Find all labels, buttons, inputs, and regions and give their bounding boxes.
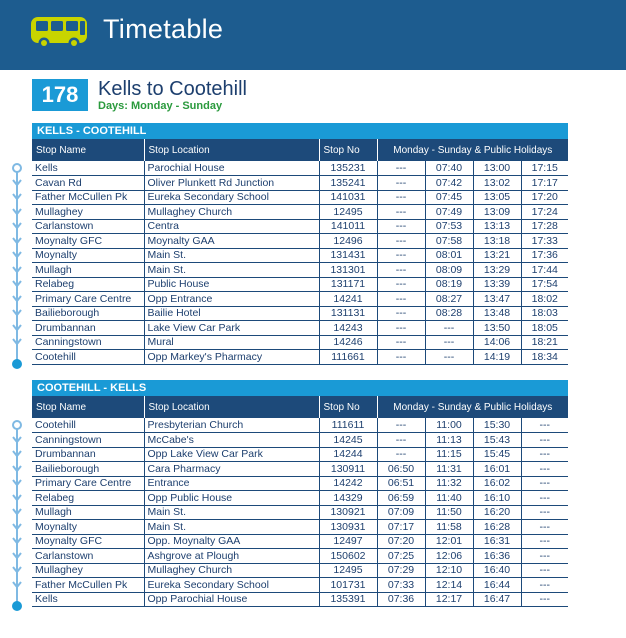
stop-location-cell: Main St. <box>144 263 319 278</box>
route-days: Days: Monday - Sunday <box>98 100 223 112</box>
timetable-table <box>32 396 568 607</box>
time-cell: 11:58 <box>425 520 473 535</box>
time-cell: 12:01 <box>425 534 473 549</box>
time-cell: 07:49 <box>425 205 473 220</box>
table-row <box>32 592 568 607</box>
route-end-dot-icon <box>12 359 22 369</box>
table-row <box>32 447 568 462</box>
time-cell: --- <box>425 321 473 336</box>
time-cell: 16:36 <box>473 549 521 564</box>
time-cell: --- <box>521 549 568 564</box>
time-cell: --- <box>377 335 425 350</box>
table-row <box>32 248 568 263</box>
time-cell: 07:40 <box>425 161 473 176</box>
chevron-down-icon <box>12 222 22 230</box>
stop-name-cell: Bailieborough <box>32 462 144 477</box>
table-row <box>32 418 568 433</box>
stop-name-cell: Father McCullen Pk <box>32 190 144 205</box>
time-cell: 07:09 <box>377 505 425 520</box>
time-cell: 16:40 <box>473 563 521 578</box>
time-cell: --- <box>377 263 425 278</box>
time-cell: 12:10 <box>425 563 473 578</box>
time-cell: 08:09 <box>425 263 473 278</box>
stop-no-cell: 131301 <box>319 263 377 278</box>
table-row <box>32 491 568 506</box>
time-cell: 13:21 <box>473 248 521 263</box>
table-row <box>32 234 568 249</box>
chevron-down-icon <box>12 450 22 458</box>
chevron-down-icon <box>12 266 22 274</box>
time-cell: 08:27 <box>425 292 473 307</box>
table-header-row <box>32 139 568 161</box>
table-row <box>32 534 568 549</box>
stop-name-cell: Carlanstown <box>32 549 144 564</box>
time-cell: 07:33 <box>377 578 425 593</box>
time-cell: --- <box>377 418 425 433</box>
time-cell: --- <box>377 176 425 191</box>
col-hours: Monday - Sunday & Public Holidays <box>377 139 568 161</box>
time-cell: --- <box>521 592 568 607</box>
time-cell: 17:28 <box>521 219 568 234</box>
time-cell: 12:17 <box>425 592 473 607</box>
stop-no-cell: 130911 <box>319 462 377 477</box>
time-cell: 17:44 <box>521 263 568 278</box>
time-cell: 18:34 <box>521 350 568 365</box>
table-row <box>32 476 568 491</box>
time-cell: 17:36 <box>521 248 568 263</box>
time-cell: 13:00 <box>473 161 521 176</box>
stop-no-cell: 12497 <box>319 534 377 549</box>
time-cell: --- <box>377 350 425 365</box>
time-cell: --- <box>521 447 568 462</box>
time-cell: 15:30 <box>473 418 521 433</box>
time-cell: 17:17 <box>521 176 568 191</box>
stop-name-cell: Mullaghey <box>32 563 144 578</box>
stop-no-cell: 111611 <box>319 418 377 433</box>
time-cell: 07:17 <box>377 520 425 535</box>
time-cell: 13:13 <box>473 219 521 234</box>
time-cell: 07:36 <box>377 592 425 607</box>
stop-location-cell: Parochial House <box>144 161 319 176</box>
time-cell: 14:19 <box>473 350 521 365</box>
route-line-indicator <box>12 418 22 607</box>
time-cell: --- <box>377 190 425 205</box>
chevron-down-icon <box>12 251 22 259</box>
col-stop-no: Stop No <box>319 396 377 418</box>
stop-name-cell: Drumbannan <box>32 447 144 462</box>
chevron-down-icon <box>12 581 22 589</box>
time-cell: 13:09 <box>473 205 521 220</box>
route-end-dot-icon <box>12 601 22 611</box>
time-cell: --- <box>377 292 425 307</box>
stop-no-cell: 14245 <box>319 433 377 448</box>
section-kells-cootehill <box>32 123 568 365</box>
time-cell: 16:20 <box>473 505 521 520</box>
chevron-down-icon <box>12 208 22 216</box>
time-cell: --- <box>521 505 568 520</box>
stop-name-cell: Mullagh <box>32 263 144 278</box>
time-cell: 13:18 <box>473 234 521 249</box>
table-row <box>32 321 568 336</box>
time-cell: 18:21 <box>521 335 568 350</box>
table-row <box>32 433 568 448</box>
chevron-down-icon <box>12 324 22 332</box>
time-cell: 17:15 <box>521 161 568 176</box>
stop-no-cell: 14244 <box>319 447 377 462</box>
stop-name-cell: Father McCullen Pk <box>32 578 144 593</box>
time-cell: --- <box>377 219 425 234</box>
time-cell: --- <box>521 563 568 578</box>
stop-no-cell: 111661 <box>319 350 377 365</box>
time-cell: 16:31 <box>473 534 521 549</box>
page-title: Timetable <box>103 14 224 44</box>
stop-name-cell: Cootehill <box>32 418 144 433</box>
stop-name-cell: Relabeg <box>32 491 144 506</box>
table-body <box>32 418 568 607</box>
stop-name-cell: Mullagh <box>32 505 144 520</box>
time-cell: --- <box>377 277 425 292</box>
stop-no-cell: 141031 <box>319 190 377 205</box>
stop-no-cell: 12495 <box>319 205 377 220</box>
time-cell: 11:32 <box>425 476 473 491</box>
timetable-table <box>32 139 568 365</box>
chevron-down-icon <box>12 508 22 516</box>
table-row <box>32 219 568 234</box>
time-cell: 07:20 <box>377 534 425 549</box>
col-hours: Monday - Sunday & Public Holidays <box>377 396 568 418</box>
time-cell: 13:02 <box>473 176 521 191</box>
time-cell: --- <box>521 433 568 448</box>
time-cell: 13:39 <box>473 277 521 292</box>
time-cell: 16:44 <box>473 578 521 593</box>
stop-no-cell: 135231 <box>319 161 377 176</box>
time-cell: 07:53 <box>425 219 473 234</box>
chevron-down-icon <box>12 537 22 545</box>
chevron-down-icon <box>12 494 22 502</box>
stop-name-cell: Mullaghey <box>32 205 144 220</box>
stop-name-cell: Drumbannan <box>32 321 144 336</box>
stop-no-cell: 12496 <box>319 234 377 249</box>
chevron-down-icon <box>12 566 22 574</box>
table-body <box>32 161 568 364</box>
time-cell: 16:47 <box>473 592 521 607</box>
stop-name-cell: Cootehill <box>32 350 144 365</box>
table-row <box>32 277 568 292</box>
time-cell: --- <box>521 534 568 549</box>
time-cell: 08:28 <box>425 306 473 321</box>
time-cell: --- <box>377 433 425 448</box>
table-row <box>32 205 568 220</box>
stop-no-cell: 12495 <box>319 563 377 578</box>
time-cell: 11:31 <box>425 462 473 477</box>
time-cell: 06:59 <box>377 491 425 506</box>
time-cell: --- <box>521 476 568 491</box>
stop-no-cell: 135391 <box>319 592 377 607</box>
stop-location-cell: Lake View Car Park <box>144 321 319 336</box>
stop-location-cell: Opp Lake View Car Park <box>144 447 319 462</box>
stop-location-cell: Centra <box>144 219 319 234</box>
time-cell: --- <box>377 321 425 336</box>
stop-location-cell: Main St. <box>144 505 319 520</box>
table-row <box>32 292 568 307</box>
stop-no-cell: 150602 <box>319 549 377 564</box>
time-cell: 06:51 <box>377 476 425 491</box>
time-cell: 18:05 <box>521 321 568 336</box>
table-row <box>32 306 568 321</box>
stop-location-cell: Eureka Secondary School <box>144 190 319 205</box>
stop-name-cell: Primary Care Centre <box>32 476 144 491</box>
stop-name-cell: Canningstown <box>32 335 144 350</box>
stop-location-cell: Mullaghey Church <box>144 563 319 578</box>
time-cell: 07:58 <box>425 234 473 249</box>
table-row <box>32 578 568 593</box>
section-title: KELLS - COOTEHILL <box>32 123 568 139</box>
stop-no-cell: 131131 <box>319 306 377 321</box>
stop-no-cell: 130921 <box>319 505 377 520</box>
time-cell: 06:50 <box>377 462 425 477</box>
time-cell: 17:20 <box>521 190 568 205</box>
stop-no-cell: 14246 <box>319 335 377 350</box>
time-cell: 07:42 <box>425 176 473 191</box>
table-row <box>32 190 568 205</box>
stop-name-cell: Moynalty GFC <box>32 534 144 549</box>
col-stop-location: Stop Location <box>144 396 319 418</box>
col-stop-location: Stop Location <box>144 139 319 161</box>
chevron-down-icon <box>12 523 22 531</box>
time-cell: 13:29 <box>473 263 521 278</box>
stop-location-cell: Cara Pharmacy <box>144 462 319 477</box>
stop-no-cell: 141011 <box>319 219 377 234</box>
stop-location-cell: Mural <box>144 335 319 350</box>
col-stop-name: Stop Name <box>32 396 144 418</box>
stop-name-cell: Relabeg <box>32 277 144 292</box>
table-header-row <box>32 396 568 418</box>
stop-name-cell: Cavan Rd <box>32 176 144 191</box>
stop-location-cell: Opp Public House <box>144 491 319 506</box>
stop-no-cell: 130931 <box>319 520 377 535</box>
time-cell: 11:40 <box>425 491 473 506</box>
table-row <box>32 350 568 365</box>
time-cell: --- <box>521 578 568 593</box>
table-row <box>32 549 568 564</box>
section-title: COOTEHILL - KELLS <box>32 380 568 396</box>
time-cell: 18:02 <box>521 292 568 307</box>
chevron-down-icon <box>12 280 22 288</box>
stop-location-cell: Mullaghey Church <box>144 205 319 220</box>
table-row <box>32 563 568 578</box>
time-cell: 11:13 <box>425 433 473 448</box>
stop-name-cell: Carlanstown <box>32 219 144 234</box>
table-row <box>32 263 568 278</box>
chevron-down-icon <box>12 465 22 473</box>
stop-location-cell: Presbyterian Church <box>144 418 319 433</box>
time-cell: 17:54 <box>521 277 568 292</box>
time-cell: 08:19 <box>425 277 473 292</box>
time-cell: 16:10 <box>473 491 521 506</box>
table-row <box>32 505 568 520</box>
time-cell: 13:05 <box>473 190 521 205</box>
stop-name-cell: Canningstown <box>32 433 144 448</box>
chevron-down-icon <box>12 436 22 444</box>
stop-location-cell: Public House <box>144 277 319 292</box>
time-cell: 16:28 <box>473 520 521 535</box>
table-row <box>32 176 568 191</box>
stop-location-cell: Opp Entrance <box>144 292 319 307</box>
stop-location-cell: Moynalty GAA <box>144 234 319 249</box>
time-cell: --- <box>521 418 568 433</box>
time-cell: --- <box>377 161 425 176</box>
time-cell: 13:50 <box>473 321 521 336</box>
time-cell: --- <box>377 205 425 220</box>
time-cell: 07:25 <box>377 549 425 564</box>
stop-no-cell: 14241 <box>319 292 377 307</box>
time-cell: 11:15 <box>425 447 473 462</box>
time-cell: 14:06 <box>473 335 521 350</box>
bus-icon <box>30 16 88 50</box>
stop-no-cell: 135241 <box>319 176 377 191</box>
col-stop-no: Stop No <box>319 139 377 161</box>
time-cell: --- <box>377 306 425 321</box>
time-cell: --- <box>377 248 425 263</box>
time-cell: 17:33 <box>521 234 568 249</box>
table-row <box>32 335 568 350</box>
route-line-indicator <box>12 161 22 364</box>
stop-location-cell: Ashgrove at Plough <box>144 549 319 564</box>
stop-name-cell: Moynalty <box>32 520 144 535</box>
time-cell: 18:03 <box>521 306 568 321</box>
stop-location-cell: Opp Parochial House <box>144 592 319 607</box>
route-name: Kells to Cootehill <box>98 78 247 100</box>
stop-location-cell: Main St. <box>144 520 319 535</box>
time-cell: 13:48 <box>473 306 521 321</box>
stop-location-cell: Eureka Secondary School <box>144 578 319 593</box>
time-cell: 15:45 <box>473 447 521 462</box>
time-cell: --- <box>377 234 425 249</box>
chevron-down-icon <box>12 479 22 487</box>
time-cell: --- <box>521 491 568 506</box>
stop-location-cell: Bailie Hotel <box>144 306 319 321</box>
chevron-down-icon <box>12 309 22 317</box>
chevron-down-icon <box>12 552 22 560</box>
chevron-down-icon <box>12 338 22 346</box>
time-cell: --- <box>521 462 568 477</box>
stop-location-cell: McCabe's <box>144 433 319 448</box>
time-cell: --- <box>521 520 568 535</box>
time-cell: 07:45 <box>425 190 473 205</box>
time-cell: --- <box>425 350 473 365</box>
time-cell: 15:43 <box>473 433 521 448</box>
section-cootehill-kells <box>32 380 568 607</box>
route-start-dot-icon <box>12 163 22 173</box>
stop-no-cell: 131171 <box>319 277 377 292</box>
app-header <box>0 0 626 70</box>
chevron-down-icon <box>12 295 22 303</box>
chevron-down-icon <box>12 179 22 187</box>
time-cell: 11:00 <box>425 418 473 433</box>
stop-name-cell: Moynalty GFC <box>32 234 144 249</box>
time-cell: --- <box>377 447 425 462</box>
time-cell: 12:06 <box>425 549 473 564</box>
stop-no-cell: 14243 <box>319 321 377 336</box>
time-cell: 16:02 <box>473 476 521 491</box>
chevron-down-icon <box>12 237 22 245</box>
table-row <box>32 462 568 477</box>
stop-no-cell: 14329 <box>319 491 377 506</box>
chevron-down-icon <box>12 193 22 201</box>
time-cell: 07:29 <box>377 563 425 578</box>
table-row <box>32 161 568 176</box>
stop-no-cell: 14242 <box>319 476 377 491</box>
stop-name-cell: Primary Care Centre <box>32 292 144 307</box>
stop-location-cell: Opp. Moynalty GAA <box>144 534 319 549</box>
stop-name-cell: Bailieborough <box>32 306 144 321</box>
stop-location-cell: Entrance <box>144 476 319 491</box>
time-cell: 17:24 <box>521 205 568 220</box>
time-cell: 12:14 <box>425 578 473 593</box>
table-row <box>32 520 568 535</box>
time-cell: 11:50 <box>425 505 473 520</box>
stop-location-cell: Oliver Plunkett Rd Junction <box>144 176 319 191</box>
stop-name-cell: Kells <box>32 592 144 607</box>
route-number-badge: 178 <box>32 79 88 111</box>
time-cell: 13:47 <box>473 292 521 307</box>
stop-no-cell: 101731 <box>319 578 377 593</box>
col-stop-name: Stop Name <box>32 139 144 161</box>
time-cell: 08:01 <box>425 248 473 263</box>
time-cell: 16:01 <box>473 462 521 477</box>
route-start-dot-icon <box>12 420 22 430</box>
stop-location-cell: Opp Markey's Pharmacy <box>144 350 319 365</box>
time-cell: --- <box>425 335 473 350</box>
stop-no-cell: 131431 <box>319 248 377 263</box>
stop-location-cell: Main St. <box>144 248 319 263</box>
stop-name-cell: Moynalty <box>32 248 144 263</box>
stop-name-cell: Kells <box>32 161 144 176</box>
